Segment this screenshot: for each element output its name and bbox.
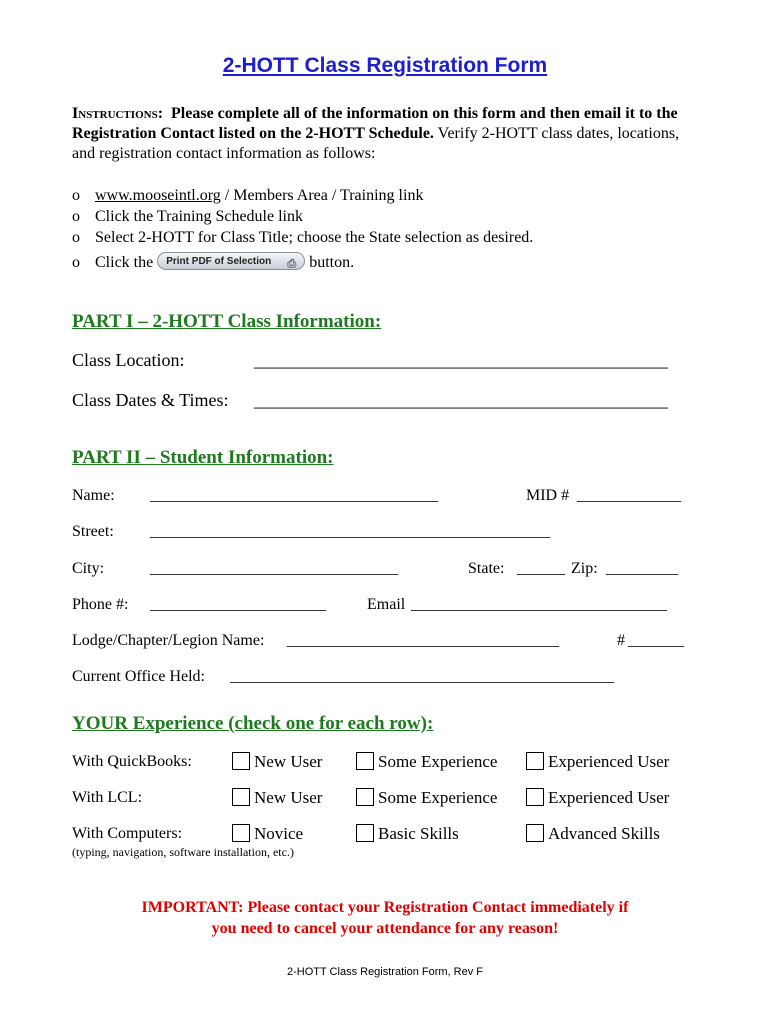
instruction-step-1 bbox=[72, 187, 423, 205]
part1-heading: PART I – 2-HOTT Class Information: bbox=[72, 311, 382, 332]
lcl-label: With LCL: bbox=[72, 789, 143, 806]
important-notice bbox=[0, 897, 770, 939]
lodge-number-field[interactable]: _______ bbox=[628, 632, 684, 649]
checkbox[interactable] bbox=[526, 788, 544, 806]
instructions-plain-text: Verify 2-HOTT class dates, locations, and registration contact information as follows: bbox=[72, 125, 680, 162]
street-field[interactable]: __________________________________________________ bbox=[150, 523, 550, 540]
class-dates-label: Class Dates & Times: bbox=[72, 390, 229, 410]
office-field[interactable]: ________________________________________________ bbox=[230, 668, 614, 685]
phone-field[interactable]: ______________________ bbox=[150, 596, 326, 613]
computers-novice-option[interactable]: Novice bbox=[232, 824, 303, 844]
print-pdf-button-label: Print PDF of Selection bbox=[166, 256, 272, 268]
mooseintl-link[interactable]: www.mooseintl.org bbox=[95, 187, 221, 204]
page-title: 2-HOTT Class Registration Form bbox=[222, 54, 548, 77]
print-pdf-button-image bbox=[157, 252, 305, 270]
instructions-bold-text: Please complete all of the information on this form and then email it to the Registration Contact listed on the 2-HOTT Schedule. bbox=[72, 105, 678, 142]
zip-label: Zip: bbox=[571, 560, 598, 577]
mid-label: MID # bbox=[526, 487, 570, 504]
part2-heading: PART II – Student Information: bbox=[72, 447, 334, 468]
lcl-experienced-user-option[interactable]: Experienced User bbox=[526, 788, 669, 808]
instructions-paragraph bbox=[72, 104, 702, 164]
name-field[interactable]: ____________________________________ bbox=[150, 487, 438, 504]
checkbox[interactable] bbox=[526, 752, 544, 770]
state-field[interactable]: ______ bbox=[517, 560, 565, 577]
email-label: Email bbox=[367, 596, 406, 613]
checkbox[interactable] bbox=[232, 752, 250, 770]
important-line-2: you need to cancel your attendance for any reason! bbox=[211, 920, 559, 937]
checkbox[interactable] bbox=[232, 824, 250, 842]
quickbooks-label: With QuickBooks: bbox=[72, 753, 192, 770]
footer-revision: 2-HOTT Class Registration Form, Rev F bbox=[286, 966, 483, 978]
name-label: Name: bbox=[72, 487, 115, 504]
checkbox[interactable] bbox=[526, 824, 544, 842]
mid-field[interactable]: _____________ bbox=[577, 487, 681, 504]
lodge-label: Lodge/Chapter/Legion Name: bbox=[72, 632, 265, 649]
lcl-some-experience-option[interactable]: Some Experience bbox=[356, 788, 497, 808]
computers-basic-skills-option[interactable]: Basic Skills bbox=[356, 824, 459, 844]
computers-label: With Computers: bbox=[72, 825, 183, 842]
state-label: State: bbox=[468, 560, 505, 577]
quickbooks-experienced-user-option[interactable]: Experienced User bbox=[526, 752, 669, 772]
class-dates-field[interactable]: ______________________________________________ bbox=[254, 390, 668, 410]
step-4-before: Click the bbox=[95, 254, 154, 271]
step-2-text: Click the Training Schedule link bbox=[95, 208, 303, 225]
instruction-step-3 bbox=[72, 229, 533, 247]
print-icon: ⎙ bbox=[287, 258, 297, 271]
city-field[interactable]: _______________________________ bbox=[150, 560, 398, 577]
step-3-text: Select 2-HOTT for Class Title; choose the State selection as desired. bbox=[95, 229, 534, 246]
checkbox[interactable] bbox=[356, 788, 374, 806]
computers-advanced-skills-option[interactable]: Advanced Skills bbox=[526, 824, 660, 844]
bullet-marker: o bbox=[72, 208, 80, 225]
city-label: City: bbox=[72, 560, 105, 577]
checkbox[interactable] bbox=[356, 824, 374, 842]
lodge-field[interactable]: __________________________________ bbox=[287, 632, 559, 649]
important-line-1: IMPORTANT: Please contact your Registration Contact immediately if bbox=[141, 899, 629, 916]
instruction-step-4 bbox=[72, 254, 354, 272]
step-4-after: button. bbox=[309, 254, 355, 271]
experience-heading: YOUR Experience (check one for each row): bbox=[72, 713, 434, 734]
checkbox[interactable] bbox=[232, 788, 250, 806]
class-location-label: Class Location: bbox=[72, 350, 185, 370]
phone-label: Phone #: bbox=[72, 596, 129, 613]
computers-note: (typing, navigation, software installation, etc.) bbox=[72, 845, 294, 859]
bullet-marker: o bbox=[72, 187, 80, 204]
lodge-number-label: # bbox=[617, 632, 625, 649]
quickbooks-new-user-option[interactable]: New User bbox=[232, 752, 322, 772]
zip-field[interactable]: _________ bbox=[606, 560, 678, 577]
office-label: Current Office Held: bbox=[72, 668, 205, 685]
instruction-step-2 bbox=[72, 208, 303, 226]
step-1-rest: / Members Area / Training link bbox=[224, 187, 424, 204]
street-label: Street: bbox=[72, 523, 114, 540]
class-location-field[interactable]: ______________________________________________ bbox=[254, 350, 668, 370]
lcl-new-user-option[interactable]: New User bbox=[232, 788, 322, 808]
quickbooks-some-experience-option[interactable]: Some Experience bbox=[356, 752, 497, 772]
email-field[interactable]: ________________________________ bbox=[411, 596, 667, 613]
bullet-marker: o bbox=[72, 229, 80, 246]
bullet-marker: o bbox=[72, 254, 80, 271]
instructions-lead: Instructions: bbox=[72, 105, 164, 122]
checkbox[interactable] bbox=[356, 752, 374, 770]
